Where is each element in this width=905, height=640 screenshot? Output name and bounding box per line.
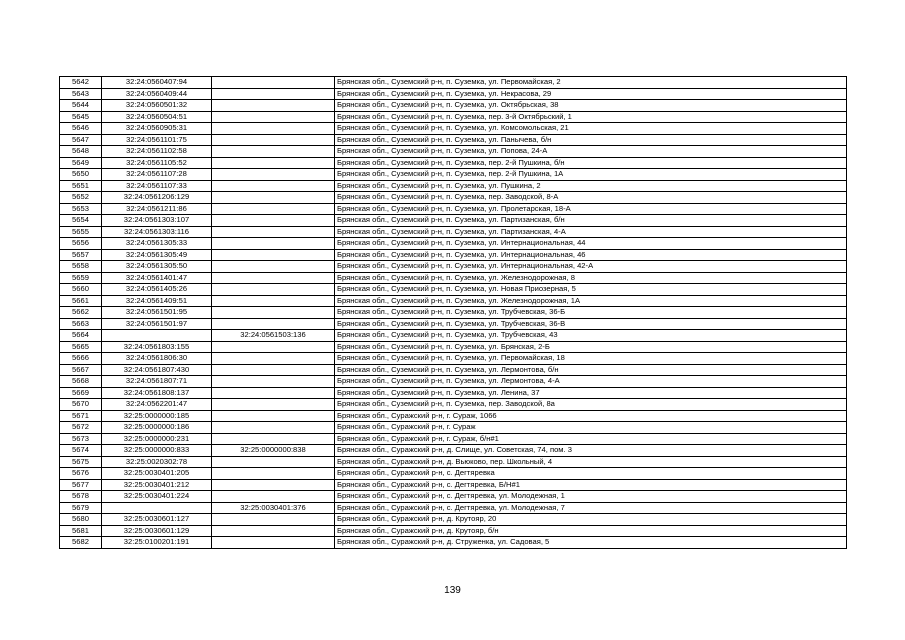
page-number: 139 — [444, 585, 461, 596]
address-cell: Брянская обл., Суземский р-н, п. Суземка, ул. Трубчевская, 36-В — [335, 318, 847, 330]
row-number-cell: 5671 — [60, 410, 102, 422]
address-cell: Брянская обл., Суземский р-н, п. Суземка, ул. Лермонтова, 4-А — [335, 376, 847, 388]
table-row — [60, 525, 847, 537]
table-row — [60, 364, 847, 376]
table-row — [60, 100, 847, 112]
cadastral-number-2-cell — [212, 376, 335, 388]
row-number-cell: 5682 — [60, 537, 102, 549]
row-number-cell: 5673 — [60, 433, 102, 445]
table-row — [60, 433, 847, 445]
cadastral-number-2-cell — [212, 180, 335, 192]
table-row — [60, 134, 847, 146]
row-number-cell: 5643 — [60, 88, 102, 100]
row-number-cell: 5665 — [60, 341, 102, 353]
row-number-cell: 5679 — [60, 502, 102, 514]
row-number-cell: 5649 — [60, 157, 102, 169]
address-cell: Брянская обл., Суражский р-н, д. Струженка, ул. Садовая, 5 — [335, 537, 847, 549]
cadastral-number-2-cell — [212, 123, 335, 135]
cadastral-number-cell: 32:24:0561803:155 — [102, 341, 212, 353]
cadastral-number-2-cell — [212, 318, 335, 330]
row-number-cell: 5660 — [60, 284, 102, 296]
table-row — [60, 376, 847, 388]
table-row — [60, 180, 847, 192]
cadastral-number-cell: 32:25:0000000:833 — [102, 445, 212, 457]
address-cell: Брянская обл., Суземский р-н, п. Суземка, пер. 3-й Октябрьский, 1 — [335, 111, 847, 123]
cadastral-number-2-cell — [212, 169, 335, 181]
cadastral-number-2-cell: 32:25:0000000:838 — [212, 445, 335, 457]
address-cell: Брянская обл., Суражский р-н, г. Сураж, 1066 — [335, 410, 847, 422]
table-row — [60, 410, 847, 422]
address-cell: Брянская обл., Суземский р-н, п. Суземка, ул. Октябрьская, 38 — [335, 100, 847, 112]
table-row — [60, 422, 847, 434]
cadastral-number-2-cell — [212, 410, 335, 422]
cadastral-number-2-cell — [212, 295, 335, 307]
row-number-cell: 5672 — [60, 422, 102, 434]
row-number-cell: 5644 — [60, 100, 102, 112]
cadastral-number-2-cell — [212, 192, 335, 204]
row-number-cell: 5668 — [60, 376, 102, 388]
row-number-cell: 5681 — [60, 525, 102, 537]
cadastral-number-cell: 32:25:0030601:129 — [102, 525, 212, 537]
cadastral-number-2-cell — [212, 479, 335, 491]
address-cell: Брянская обл., Суземский р-н, п. Суземка, ул. Панычева, б/н — [335, 134, 847, 146]
cadastral-number-cell: 32:24:0561303:107 — [102, 215, 212, 227]
address-cell: Брянская обл., Суземский р-н, п. Суземка, пер. Заводской, 8а — [335, 399, 847, 411]
cadastral-number-2-cell: 32:24:0561503:136 — [212, 330, 335, 342]
cadastral-number-2-cell — [212, 525, 335, 537]
cadastral-number-2-cell — [212, 284, 335, 296]
cadastral-number-cell: 32:24:0561211:86 — [102, 203, 212, 215]
cadastral-number-cell: 32:24:0560504:51 — [102, 111, 212, 123]
cadastral-number-cell: 32:24:0561305:50 — [102, 261, 212, 273]
cadastral-number-cell: 32:24:0561808:137 — [102, 387, 212, 399]
address-cell: Брянская обл., Суземский р-н, п. Суземка, пер. 2-й Пушкина, б/н — [335, 157, 847, 169]
cadastral-number-2-cell — [212, 77, 335, 89]
row-number-cell: 5654 — [60, 215, 102, 227]
table-row — [60, 479, 847, 491]
cadastral-number-cell: 32:24:0562201:47 — [102, 399, 212, 411]
table-row — [60, 203, 847, 215]
cadastral-number-2-cell — [212, 146, 335, 158]
table-row — [60, 284, 847, 296]
cadastral-number-cell — [102, 330, 212, 342]
table-row — [60, 514, 847, 526]
row-number-cell: 5656 — [60, 238, 102, 250]
cadastral-number-cell: 32:25:0000000:185 — [102, 410, 212, 422]
table-row — [60, 537, 847, 549]
address-cell: Брянская обл., Суземский р-н, п. Суземка, ул. Попова, 24-А — [335, 146, 847, 158]
cadastral-number-cell — [102, 502, 212, 514]
cadastral-number-cell: 32:25:0000000:231 — [102, 433, 212, 445]
address-cell: Брянская обл., Суземский р-н, п. Суземка, ул. Пролетарская, 18-А — [335, 203, 847, 215]
row-number-cell: 5647 — [60, 134, 102, 146]
cadastral-number-cell: 32:24:0561409:51 — [102, 295, 212, 307]
cadastral-number-cell: 32:24:0561303:116 — [102, 226, 212, 238]
cadastral-number-cell: 32:25:0100201:191 — [102, 537, 212, 549]
table-row — [60, 445, 847, 457]
row-number-cell: 5650 — [60, 169, 102, 181]
table-row — [60, 238, 847, 250]
address-cell: Брянская обл., Суражский р-н, г. Сураж, б/н#1 — [335, 433, 847, 445]
cadastral-number-cell: 32:24:0561501:95 — [102, 307, 212, 319]
row-number-cell: 5651 — [60, 180, 102, 192]
table-row — [60, 330, 847, 342]
cadastral-number-cell: 32:24:0561401:47 — [102, 272, 212, 284]
cadastral-number-cell: 32:24:0560501:32 — [102, 100, 212, 112]
row-number-cell: 5648 — [60, 146, 102, 158]
address-cell: Брянская обл., Суражский р-н, с. Дегтяревка, ул. Молодежная, 7 — [335, 502, 847, 514]
address-cell: Брянская обл., Суражский р-н, с. Дегтяревка, Б/Н#1 — [335, 479, 847, 491]
cadastral-number-2-cell: 32:25:0030401:376 — [212, 502, 335, 514]
address-cell: Брянская обл., Суражский р-н, с. Дегтяревка, ул. Молодежная, 1 — [335, 491, 847, 503]
row-number-cell: 5653 — [60, 203, 102, 215]
address-cell: Брянская обл., Суземский р-н, п. Суземка, пер. Заводской, 8-А — [335, 192, 847, 204]
cadastral-number-cell: 32:24:0561405:26 — [102, 284, 212, 296]
row-number-cell: 5664 — [60, 330, 102, 342]
address-cell: Брянская обл., Суражский р-н, г. Сураж — [335, 422, 847, 434]
address-cell: Брянская обл., Суземский р-н, п. Суземка, ул. Партизанская, б/н — [335, 215, 847, 227]
cadastral-number-2-cell — [212, 203, 335, 215]
cadastral-number-cell: 32:25:0030401:212 — [102, 479, 212, 491]
cadastral-number-2-cell — [212, 134, 335, 146]
table-row — [60, 111, 847, 123]
cadastral-number-cell: 32:25:0030401:205 — [102, 468, 212, 480]
table-row — [60, 77, 847, 89]
cadastral-number-cell: 32:24:0561806:30 — [102, 353, 212, 365]
row-number-cell: 5680 — [60, 514, 102, 526]
table-row — [60, 491, 847, 503]
address-cell: Брянская обл., Суземский р-н, п. Суземка, пер. 2-й Пушкина, 1А — [335, 169, 847, 181]
cadastral-number-cell: 32:24:0560407:94 — [102, 77, 212, 89]
cadastral-number-2-cell — [212, 272, 335, 284]
cadastral-number-2-cell — [212, 387, 335, 399]
cadastral-number-cell: 32:25:0020302:78 — [102, 456, 212, 468]
cadastral-number-2-cell — [212, 514, 335, 526]
row-number-cell: 5658 — [60, 261, 102, 273]
table-row — [60, 272, 847, 284]
table-row — [60, 169, 847, 181]
cadastral-number-2-cell — [212, 491, 335, 503]
address-cell: Брянская обл., Суземский р-н, п. Суземка, ул. Некрасова, 29 — [335, 88, 847, 100]
table-row — [60, 88, 847, 100]
table-row — [60, 249, 847, 261]
table-row — [60, 502, 847, 514]
cadastral-number-2-cell — [212, 215, 335, 227]
cadastral-number-cell: 32:24:0560905:31 — [102, 123, 212, 135]
cadastral-number-cell: 32:24:0561102:58 — [102, 146, 212, 158]
table-row — [60, 146, 847, 158]
cadastral-number-2-cell — [212, 307, 335, 319]
row-number-cell: 5667 — [60, 364, 102, 376]
cadastral-number-cell: 32:24:0561107:28 — [102, 169, 212, 181]
address-cell: Брянская обл., Суземский р-н, п. Суземка, ул. Новая Приозерная, 5 — [335, 284, 847, 296]
cadastral-number-2-cell — [212, 353, 335, 365]
cadastral-number-2-cell — [212, 468, 335, 480]
address-cell: Брянская обл., Суражский р-н, д. Крутояр, 20 — [335, 514, 847, 526]
table-row — [60, 192, 847, 204]
cadastral-number-cell: 32:25:0030601:127 — [102, 514, 212, 526]
address-cell: Брянская обл., Суземский р-н, п. Суземка, ул. Железнодорожная, 1А — [335, 295, 847, 307]
cadastral-number-cell: 32:25:0030401:224 — [102, 491, 212, 503]
address-cell: Брянская обл., Суражский р-н, д. Вьюково, пер. Школьный, 4 — [335, 456, 847, 468]
table-row — [60, 468, 847, 480]
cadastral-number-2-cell — [212, 341, 335, 353]
row-number-cell: 5663 — [60, 318, 102, 330]
row-number-cell: 5662 — [60, 307, 102, 319]
table-row — [60, 341, 847, 353]
row-number-cell: 5645 — [60, 111, 102, 123]
cadastral-number-cell: 32:24:0561101:75 — [102, 134, 212, 146]
row-number-cell: 5670 — [60, 399, 102, 411]
address-cell: Брянская обл., Суземский р-н, п. Суземка, ул. Комсомольская, 21 — [335, 123, 847, 135]
table-row — [60, 295, 847, 307]
cadastral-number-cell: 32:24:0561807:71 — [102, 376, 212, 388]
address-cell: Брянская обл., Суземский р-н, п. Суземка, ул. Трубчевская, 36-Б — [335, 307, 847, 319]
cadastral-number-2-cell — [212, 249, 335, 261]
cadastral-number-2-cell — [212, 399, 335, 411]
cadastral-number-cell: 32:24:0561305:33 — [102, 238, 212, 250]
table-row — [60, 123, 847, 135]
address-cell: Брянская обл., Суземский р-н, п. Суземка, ул. Интернациональная, 42-А — [335, 261, 847, 273]
table-row — [60, 387, 847, 399]
address-cell: Брянская обл., Суземский р-н, п. Суземка, ул. Интернациональная, 46 — [335, 249, 847, 261]
address-cell: Брянская обл., Суземский р-н, п. Суземка, ул. Брянская, 2-Б — [335, 341, 847, 353]
cadastral-number-cell: 32:24:0561305:49 — [102, 249, 212, 261]
table-row — [60, 456, 847, 468]
row-number-cell: 5655 — [60, 226, 102, 238]
row-number-cell: 5669 — [60, 387, 102, 399]
address-cell: Брянская обл., Суражский р-н, с. Дегтяревка — [335, 468, 847, 480]
address-cell: Брянская обл., Суземский р-н, п. Суземка, ул. Пушкина, 2 — [335, 180, 847, 192]
address-cell: Брянская обл., Суземский р-н, п. Суземка, ул. Ленина, 37 — [335, 387, 847, 399]
row-number-cell: 5642 — [60, 77, 102, 89]
address-cell: Брянская обл., Суземский р-н, п. Суземка, ул. Трубчевская, 43 — [335, 330, 847, 342]
row-number-cell: 5678 — [60, 491, 102, 503]
cadastral-number-2-cell — [212, 456, 335, 468]
row-number-cell: 5676 — [60, 468, 102, 480]
register-table — [59, 76, 847, 549]
address-cell: Брянская обл., Суражский р-н, д. Слище, ул. Советская, 74, пом. 3 — [335, 445, 847, 457]
address-cell: Брянская обл., Суземский р-н, п. Суземка, ул. Партизанская, 4-А — [335, 226, 847, 238]
row-number-cell: 5659 — [60, 272, 102, 284]
cadastral-number-cell: 32:25:0000000:186 — [102, 422, 212, 434]
cadastral-number-2-cell — [212, 238, 335, 250]
cadastral-number-2-cell — [212, 422, 335, 434]
row-number-cell: 5661 — [60, 295, 102, 307]
table-row — [60, 215, 847, 227]
table-row — [60, 399, 847, 411]
address-cell: Брянская обл., Суражский р-н, д. Крутояр, б/н — [335, 525, 847, 537]
row-number-cell: 5675 — [60, 456, 102, 468]
table-row — [60, 318, 847, 330]
register-table-body — [60, 77, 847, 549]
cadastral-number-cell: 32:24:0560409:44 — [102, 88, 212, 100]
row-number-cell: 5657 — [60, 249, 102, 261]
address-cell: Брянская обл., Суземский р-н, п. Суземка, ул. Интернациональная, 44 — [335, 238, 847, 250]
address-cell: Брянская обл., Суземский р-н, п. Суземка, ул. Железнодорожная, 8 — [335, 272, 847, 284]
cadastral-number-2-cell — [212, 100, 335, 112]
table-row — [60, 261, 847, 273]
cadastral-number-2-cell — [212, 433, 335, 445]
cadastral-number-2-cell — [212, 537, 335, 549]
cadastral-number-cell: 32:24:0561107:33 — [102, 180, 212, 192]
table-row — [60, 157, 847, 169]
address-cell: Брянская обл., Суземский р-н, п. Суземка, ул. Первомайская, 18 — [335, 353, 847, 365]
address-cell: Брянская обл., Суземский р-н, п. Суземка, ул. Первомайская, 2 — [335, 77, 847, 89]
cadastral-number-2-cell — [212, 261, 335, 273]
cadastral-number-2-cell — [212, 88, 335, 100]
cadastral-number-cell: 32:24:0561105:52 — [102, 157, 212, 169]
row-number-cell: 5646 — [60, 123, 102, 135]
row-number-cell: 5666 — [60, 353, 102, 365]
cadastral-number-2-cell — [212, 157, 335, 169]
table-row — [60, 226, 847, 238]
cadastral-number-cell: 32:24:0561501:97 — [102, 318, 212, 330]
cadastral-number-2-cell — [212, 364, 335, 376]
cadastral-number-2-cell — [212, 111, 335, 123]
address-cell: Брянская обл., Суземский р-н, п. Суземка, ул. Лермонтова, б/н — [335, 364, 847, 376]
row-number-cell: 5674 — [60, 445, 102, 457]
row-number-cell: 5677 — [60, 479, 102, 491]
table-row — [60, 353, 847, 365]
cadastral-number-cell: 32:24:0561206:129 — [102, 192, 212, 204]
cadastral-number-2-cell — [212, 226, 335, 238]
cadastral-number-cell: 32:24:0561807:430 — [102, 364, 212, 376]
table-row — [60, 307, 847, 319]
row-number-cell: 5652 — [60, 192, 102, 204]
